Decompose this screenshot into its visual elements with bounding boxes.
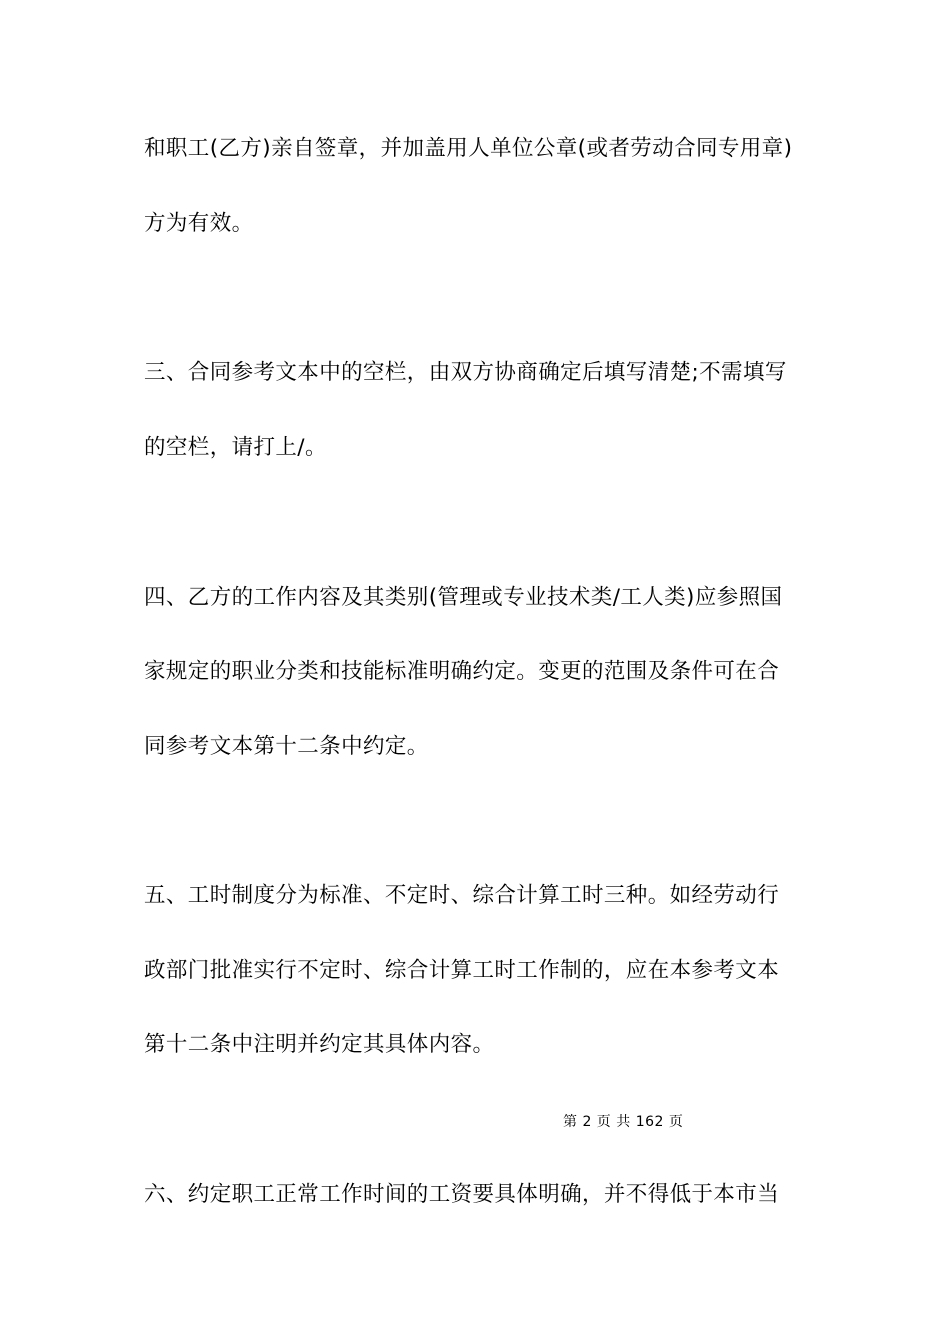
paragraph-line-4: 的空栏，请打上/。 xyxy=(144,435,327,460)
paragraph-line-1: 和职工(乙方)亲自签章，并加盖用人单位公章(或者劳动合同专用章) xyxy=(144,136,793,161)
page-number-footer: 第 2 页 共 162 页 xyxy=(563,1114,684,1130)
paragraph-line-2: 方为有效。 xyxy=(144,211,254,236)
paragraph-line-11: 六、约定职工正常工作时间的工资要具体明确，并不得低于本市当 xyxy=(144,1182,780,1207)
paragraph-line-10: 第十二条中注明并约定其具体内容。 xyxy=(144,1032,495,1057)
paragraph-line-8: 五、工时制度分为标准、不定时、综合计算工时三种。如经劳动行 xyxy=(144,883,780,908)
paragraph-line-9: 政部门批准实行不定时、综合计算工时工作制的，应在本参考文本 xyxy=(144,958,780,983)
paragraph-line-7: 同参考文本第十二条中约定。 xyxy=(144,734,429,759)
paragraph-line-5: 四、乙方的工作内容及其类别(管理或专业技术类/工人类)应参照国 xyxy=(144,585,783,610)
paragraph-line-3: 三、合同参考文本中的空栏，由双方协商确定后填写清楚;不需填写 xyxy=(144,360,787,385)
paragraph-line-6: 家规定的职业分类和技能标准明确约定。变更的范围及条件可在合 xyxy=(144,659,780,684)
